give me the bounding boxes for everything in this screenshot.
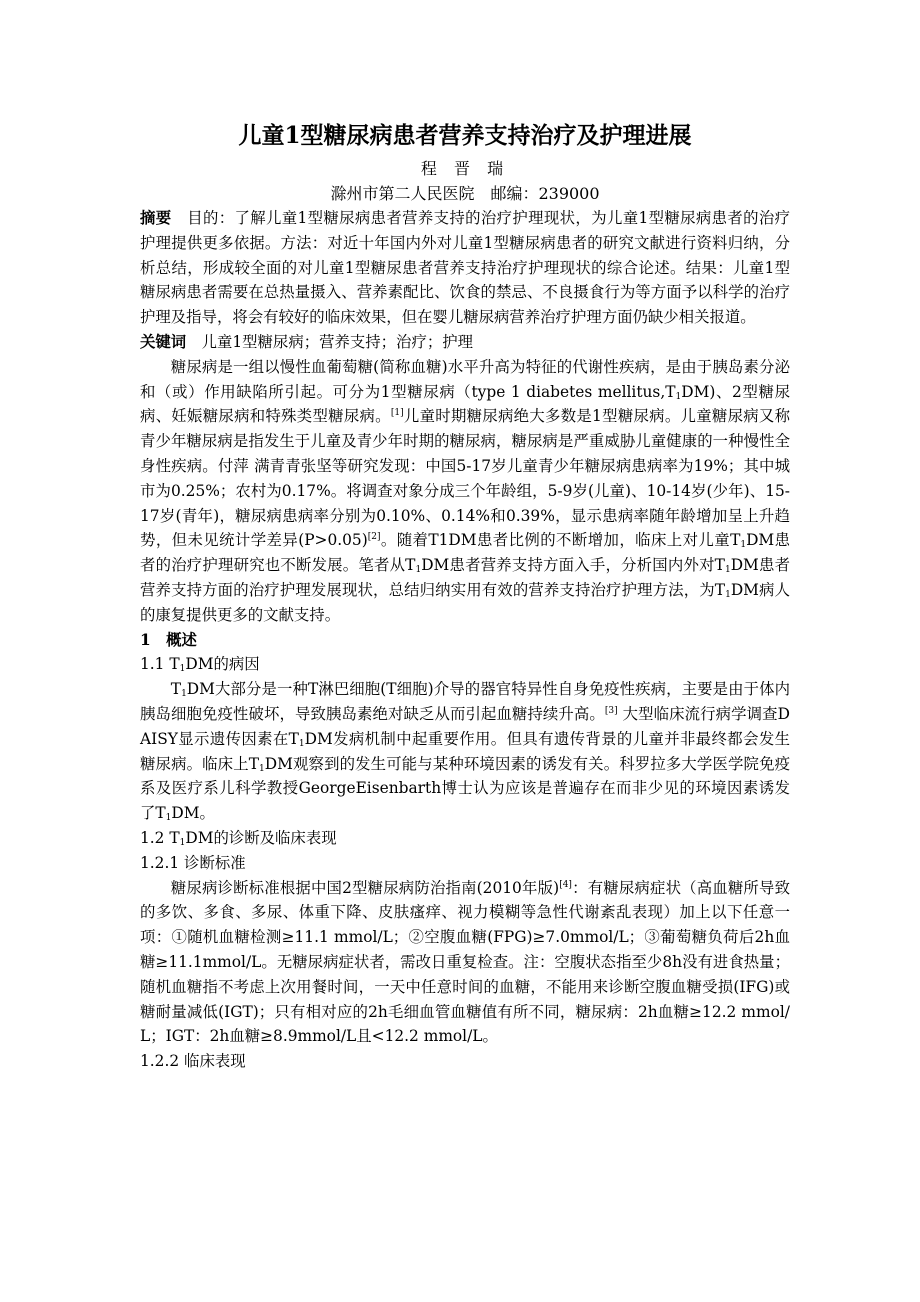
subscript-1: 1 xyxy=(179,837,186,848)
intro-text-g: DM患者营养支持方面的治疗护理发展现状，总结归纳实用有效的营养支持治疗护理方法，为T xyxy=(140,556,790,599)
section-1-heading: 1 概述 xyxy=(140,630,197,649)
s11-text-c: 大型临床流行病学调查DAISY显示遗传因素在T xyxy=(140,704,790,748)
intro-text-f: DM患者营养支持方面入手，分析国内外对T xyxy=(421,556,725,575)
author-text: 程 晋 瑞 xyxy=(420,159,510,178)
section-1-2-1-heading: 1.2.1 诊断标准 xyxy=(140,853,246,872)
subscript-1: 1 xyxy=(259,763,265,774)
author-name xyxy=(140,156,790,181)
subscript-1: 1 xyxy=(724,565,731,576)
subscript-1: 1 xyxy=(415,565,422,576)
citation-3: [3] xyxy=(604,705,618,716)
section-1-1-paragraph xyxy=(140,677,790,826)
subscript-1: 1 xyxy=(725,589,731,600)
section-1-2-heading-b: DM的诊断及临床表现 xyxy=(185,828,337,847)
s11-text-d: DM发病机制中起重要作用。但具有遗传背景的儿童并非最终都会发生糖尿病。临床上T xyxy=(140,729,790,773)
article-title: 儿童1型糖尿病患者营养支持治疗及护理进展 xyxy=(238,122,692,149)
section-1-2-1-paragraph xyxy=(140,876,790,1050)
section-1-1-heading-a: 1.1 T xyxy=(140,655,180,674)
abstract-label: 摘要 xyxy=(140,209,172,227)
abstract xyxy=(140,206,790,330)
intro-text-c: 儿童时期糖尿病绝大多数是1型糖尿病。儿童糖尿病又称青少年糖尿病是指发生于儿童及青少年时期的糖尿病，糖尿病是严重威胁儿童健康的一种慢性全身性疾病。付萍 满青青张坚等研究发现：中国5-17岁儿童青少年糖尿病患病率为19%；其中城市为0.25%；农村为0.17%。将调查对象分成三个年龄组，5-9岁(儿童)、10-14岁(少年)、15-17岁(青年)，糖尿病患病率分别为0.10%、0.14%和0.39%，显示患病率随年龄增加呈上升趋势，但未见统计学差异(P>0.05) xyxy=(140,407,790,550)
intro-text-a: 糖尿病是一组以慢性血葡萄糖(简称血糖)水平升高为特征的代谢性疾病，是由于胰岛素分泌和（或）作用缺陷所引起。可分为1型糖尿病（type 1 diabetes mellitus,T xyxy=(140,357,790,401)
section-1-2-2-heading: 1.2.2 临床表现 xyxy=(140,1052,246,1071)
intro-text-d: 。随着T1DM患者比例的不断增加，临床上对儿童T xyxy=(380,531,741,550)
section-1-2-heading-a: 1.2 T xyxy=(140,828,180,847)
subscript-1: 1 xyxy=(740,540,747,551)
intro-paragraph xyxy=(140,355,790,628)
section-1-1-heading-b: DM的病因 xyxy=(185,655,260,674)
abstract-text: 目的：了解儿童1型糖尿病患者营养支持的治疗护理现状，为儿童1型糖尿病患者的治疗护理提供更多依据。方法：对近十年国内外对儿童1型糖尿病患者的研究文献进行资料归纳，分析总结，形成较全面的对儿童1型糖尿患者营养支持治疗护理现状的综合论述。结果：儿童1型糖尿病患者需要在总热量摄入、营养素配比、饮食的禁忌、不良摄食行为等方面予以科学的治疗护理及指导，将会有较好的临床效果，但在婴儿糖尿病营养治疗护理方面仍缺少相关报道。 xyxy=(140,209,790,327)
section-1-2-heading xyxy=(140,826,790,851)
s11-text-b: DM大部分是一种T淋巴细胞(T细胞)介导的器官特异性自身免疫性疾病，主要是由于体内胰岛细胞免疫性破坏，导致胰岛素绝对缺乏从而引起血糖持续升高。 xyxy=(140,680,790,723)
intro-text-h: DM病人的康复提供更多的文献支持。 xyxy=(140,580,790,624)
subscript-1: 1 xyxy=(675,391,682,402)
keywords xyxy=(140,330,790,355)
intro-text-e: DM患者的治疗护理研究也不断发展。笔者从T xyxy=(140,531,790,575)
section-1-1-heading xyxy=(140,652,790,677)
author-affiliation: 滁州市第二人民医院 邮编：239000 xyxy=(330,184,600,203)
subscript-1: 1 xyxy=(181,689,187,700)
subscript-1: 1 xyxy=(179,664,186,675)
citation-2: [2] xyxy=(367,532,381,543)
subscript-1: 1 xyxy=(298,738,305,749)
s11-text-a: T xyxy=(170,680,182,699)
s121-text-a: 糖尿病诊断标准根据中国2型糖尿病防治指南(2010年版) xyxy=(170,878,560,897)
citation-4: [4] xyxy=(559,879,572,890)
s11-text-f: DM。 xyxy=(171,804,215,823)
subscript-1: 1 xyxy=(165,813,172,824)
keywords-label: 关键词 xyxy=(140,332,187,351)
s121-text-b: ：有糖尿病症状（高血糖所导致的多饮、多食、多尿、体重下降、皮肤瘙痒、视力模糊等急性代谢紊乱表现）加上以下任意一项：①随机血糖检测≥11.1 mmol/L；②空腹血糖(FPG)≥7.0mmol/L；③葡萄糖负荷后2h血糖≥11.1mmol/L。无糖尿病症状者，需改日重复检查。注：空腹状态指至少8h没有进食热量；随机血糖指不考虑上次用餐时间，一天中任意时间的血糖，不能用来诊断空腹血糖受损(IFG)或糖耐量减低(IGT)；只有相对应的2h毛细血管血糖值有所不同，糖尿病：2h血糖≥12.2 mmol/L；IGT：2h血糖≥8.9mmol/L且<12.2 mmol/L。 xyxy=(140,878,790,1046)
keywords-text: 儿童1型糖尿病；营养支持；治疗；护理 xyxy=(186,332,474,351)
citation-1: [1] xyxy=(390,408,404,419)
s11-text-e: DM观察到的发生可能与某种环境因素的诱发有关。科罗拉多大学医学院免疫系及医疗系儿科学教授GeorgeEisenbarth博士认为应该是普遍存在而非少见的环境因素诱发了T xyxy=(140,754,790,823)
article-body xyxy=(140,116,790,1074)
intro-text-b: DM)、2型糖尿病、妊娠糖尿病和特殊类型糖尿病。 xyxy=(140,382,790,426)
